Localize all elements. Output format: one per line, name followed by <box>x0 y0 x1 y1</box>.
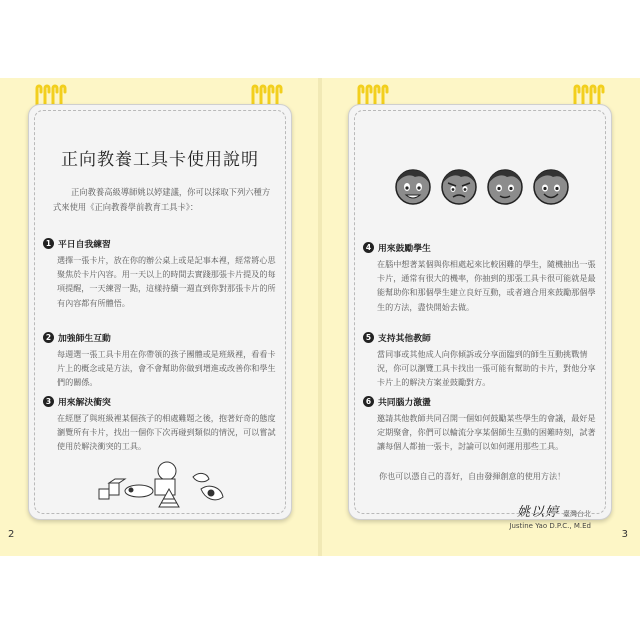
number-badge-icon: 6 <box>363 396 374 407</box>
page-number: 3 <box>621 529 628 540</box>
book-spread <box>0 78 640 556</box>
number-badge-icon: 3 <box>43 396 54 407</box>
section-body: 每週選一張工具卡用在你帶領的孩子團體或是班級裡，看看卡片上的概念或是方法，會不會幫助你做到增進或改善你和學生們的關係。 <box>57 349 276 388</box>
section-body: 在腦中想著某個與你相處起來比較困難的學生，隨機抽出一張卡片，通常有很大的機率，你抽到的那張工具卡很可能就是最能幫助你和那個學生建立良好互動，或者適合用來鼓勵那個學生的方法，盡快開始去做。 <box>377 259 596 312</box>
signature-name: 姚以婷 <box>516 505 559 520</box>
number-badge-icon: 1 <box>43 238 54 249</box>
calm-face-icon <box>485 163 525 209</box>
number-badge-icon: 2 <box>43 332 54 343</box>
signature-credentials: Justine Yao D.P.C., M.Ed <box>509 522 591 530</box>
intro-paragraph: 正向教養高級導師姚以婷建議，你可以採取下列六種方式來使用《正向教養學前教育工具卡》： <box>53 187 271 212</box>
instruction-card-left <box>28 104 292 520</box>
signature-place: 臺灣台北 <box>563 510 591 518</box>
section-body: 邀請其他教師共同召開一個如何鼓勵某些學生的會議，最好是定期聚會，你們可以輪流分享某個師生互動的困難時刻，試著讓每個人都抽一張卡，討論可以如何運用那些工具。 <box>377 413 596 452</box>
section-heading: 共同腦力激盪 <box>378 398 431 408</box>
number-badge-icon: 4 <box>363 242 374 253</box>
section-heading: 用來解決衝突 <box>58 398 111 408</box>
page-number: 2 <box>8 529 15 540</box>
happy-face-icon <box>393 163 433 209</box>
faces-illustration <box>393 163 571 209</box>
section-body: 在經歷了與班級裡某個孩子的相處難題之後，抱著好奇的態度瀏覽所有卡片，找出一個你下次再碰到類似的情況，可以嘗試使用於解決衝突的工具。 <box>57 413 276 452</box>
section-2 <box>43 331 277 390</box>
angry-face-icon <box>439 163 479 209</box>
section-heading: 支持其他教師 <box>378 334 431 344</box>
section-1 <box>43 237 277 310</box>
section-heading: 平日自我練習 <box>58 240 111 250</box>
right-page <box>322 78 640 556</box>
left-page <box>0 78 318 556</box>
section-5 <box>363 331 597 390</box>
toys-illustration-icon <box>97 459 247 513</box>
author-signature <box>509 501 591 530</box>
section-heading: 用來鼓勵學生 <box>378 244 431 254</box>
section-4 <box>363 241 597 314</box>
section-body: 當同事或其他成人向你傾訴或分享面臨到的師生互動挑戰情況，你可以瀏覽工具卡找出一張可能有幫助的卡片，對他分享卡片上的解決方案並鼓勵對方。 <box>377 349 596 388</box>
page-title: 正向教養工具卡使用說明 <box>61 150 259 170</box>
number-badge-icon: 5 <box>363 332 374 343</box>
section-3 <box>43 395 277 454</box>
section-heading: 加強師生互動 <box>58 334 111 344</box>
section-6 <box>363 395 597 454</box>
section-body: 選擇一張卡片，放在你的辦公桌上或是記事本裡，經常將心思聚焦於卡片內容。用一天以上的時間去實踐那張卡片提及的每項提醒，一天練習一點，這樣持續一週直到你對那張卡片的所有內容都有所體悟。 <box>57 255 276 308</box>
instruction-card-right <box>348 104 612 530</box>
closing-note: 你也可以憑自己的喜好，自由發揮創意的使用方法！ <box>379 471 566 481</box>
smiling-face-icon <box>531 163 571 209</box>
